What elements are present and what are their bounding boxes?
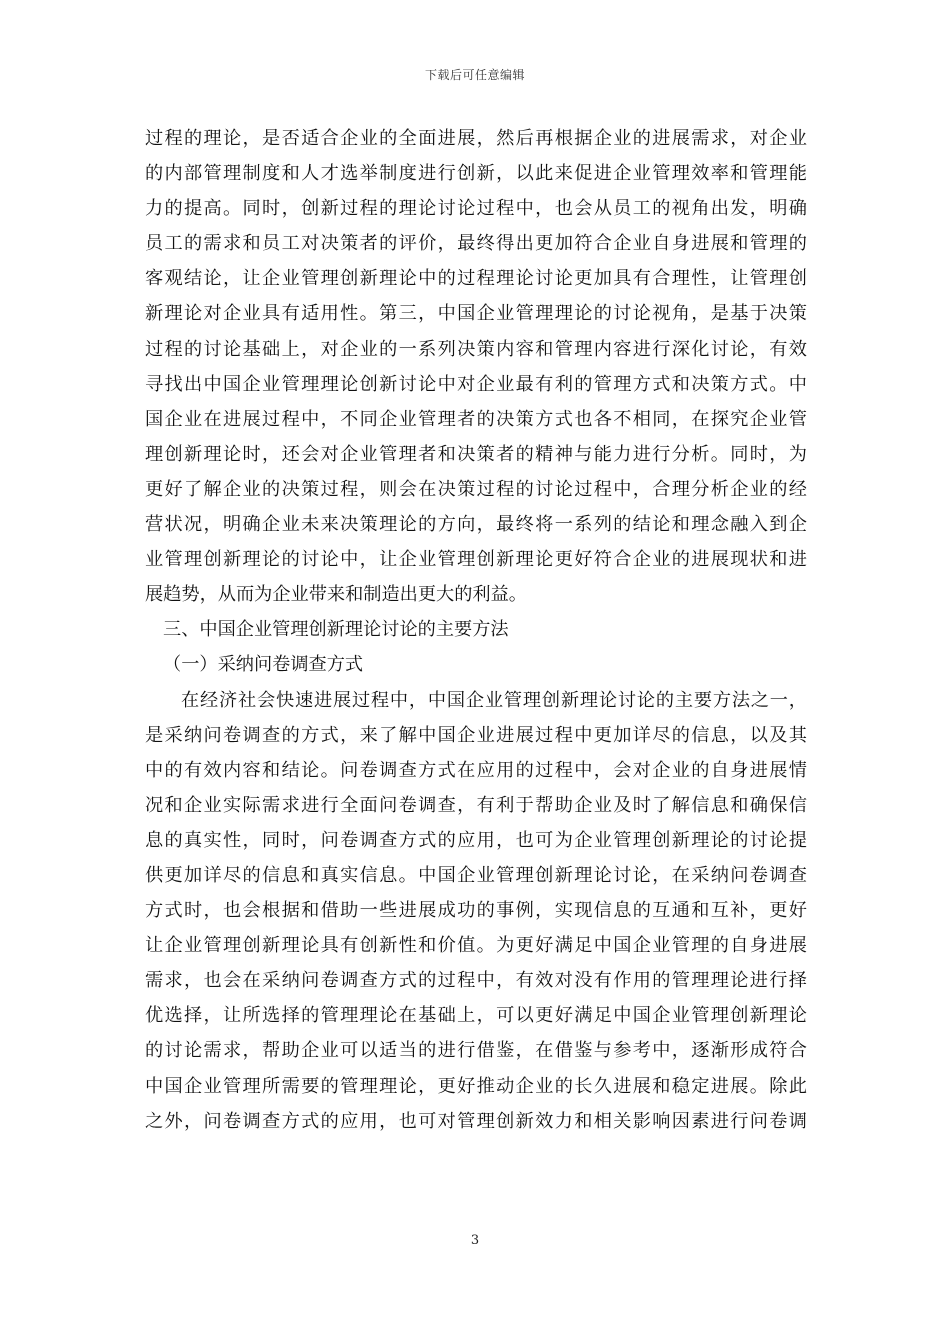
paragraph-line: 中国企业管理所需要的管理理论，更好推动企业的长久进展和稳定进展。除此 [145,1075,807,1097]
paragraph-line: 新理论对企业具有适用性。第三，中国企业管理理论的讨论视角，是基于决策 [145,303,807,325]
paragraph-line: 客观结论，让企业管理创新理论中的过程理论讨论更加具有合理性，让管理创 [145,268,807,290]
page-number: 3 [470,1233,480,1248]
paragraph-line: 之外，问卷调查方式的应用，也可对管理创新效力和相关影响因素进行问卷调 [145,1110,807,1132]
paragraph-line: 国企业在进展过程中，不同企业管理者的决策方式也各不相同，在探究企业管 [145,408,807,430]
paragraph-line: 供更加详尽的信息和真实信息。中国企业管理创新理论讨论，在采纳问卷调查 [145,864,807,886]
paragraph-line: 让企业管理创新理论具有创新性和价值。为更好满足中国企业管理的自身进展 [145,935,807,957]
paragraph-line: 中的有效内容和结论。问卷调查方式在应用的过程中，会对企业的自身进展情 [145,759,807,781]
paragraph-1 [145,121,807,612]
section-heading: 三、中国企业管理创新理论讨论的主要方法 [163,619,509,641]
document-body [145,121,807,1139]
paragraph-line: 力的提高。同时，创新过程的理论讨论过程中，也会从员工的视角出发，明确 [145,198,807,220]
paragraph-line: 息的真实性，同时，问卷调查方式的应用，也可为企业管理创新理论的讨论提 [145,829,807,851]
paragraph-line: 营状况，明确企业未来决策理论的方向，最终将一系列的结论和理念融入到企 [145,514,807,536]
paragraph-line: 过程的讨论基础上，对企业的一系列决策内容和管理内容进行深化讨论，有效 [145,338,807,360]
paragraph-line: 业管理创新理论的讨论中，让企业管理创新理论更好符合企业的进展现状和进 [145,549,807,571]
subsection-heading: （一）采纳问卷调查方式 [163,654,364,676]
paragraph-line: 是采纳问卷调查的方式，来了解中国企业进展过程中更加详尽的信息，以及其 [145,724,807,746]
paragraph-line: 的内部管理制度和人才选举制度进行创新，以此来促进企业管理效率和管理能 [145,163,807,185]
paragraph-line: 寻找出中国企业管理理论创新讨论中对企业最有利的管理方式和决策方式。中 [145,373,807,395]
paragraph-line: 方式时，也会根据和借助一些进展成功的事例，实现信息的互通和互补，更好 [145,900,807,922]
paragraph-line: 优选择，让所选择的管理理论在基础上，可以更好满足中国企业管理创新理论 [145,1005,807,1027]
paragraph-line: 需求，也会在采纳问卷调查方式的过程中，有效对没有作用的管理理论进行择 [145,970,807,992]
paragraph-line: 过程的理论，是否适合企业的全面进展，然后再根据企业的进展需求，对企业 [145,128,807,149]
paragraph-line: 理创新理论时，还会对企业管理者和决策者的精神与能力进行分析。同时，为 [145,443,807,465]
page-header: 下载后可任意编辑 [424,68,525,82]
paragraph-2 [145,683,807,1139]
paragraph-line: 在经济社会快速进展过程中，中国企业管理创新理论讨论的主要方法之一， [181,689,807,711]
paragraph-line: 的讨论需求，帮助企业可以适当的进行借鉴，在借鉴与参考中，逐渐形成符合 [145,1040,807,1062]
paragraph-line: 展趋势，从而为企业带来和制造出更大的利益。 [145,584,527,606]
paragraph-line: 更好了解企业的决策过程，则会在决策过程的讨论过程中，合理分析企业的经 [145,478,807,500]
paragraph-line: 况和企业实际需求进行全面问卷调查，有利于帮助企业及时了解信息和确保信 [145,794,807,816]
paragraph-line: 员工的需求和员工对决策者的评价，最终得出更加符合企业自身进展和管理的 [145,233,807,255]
